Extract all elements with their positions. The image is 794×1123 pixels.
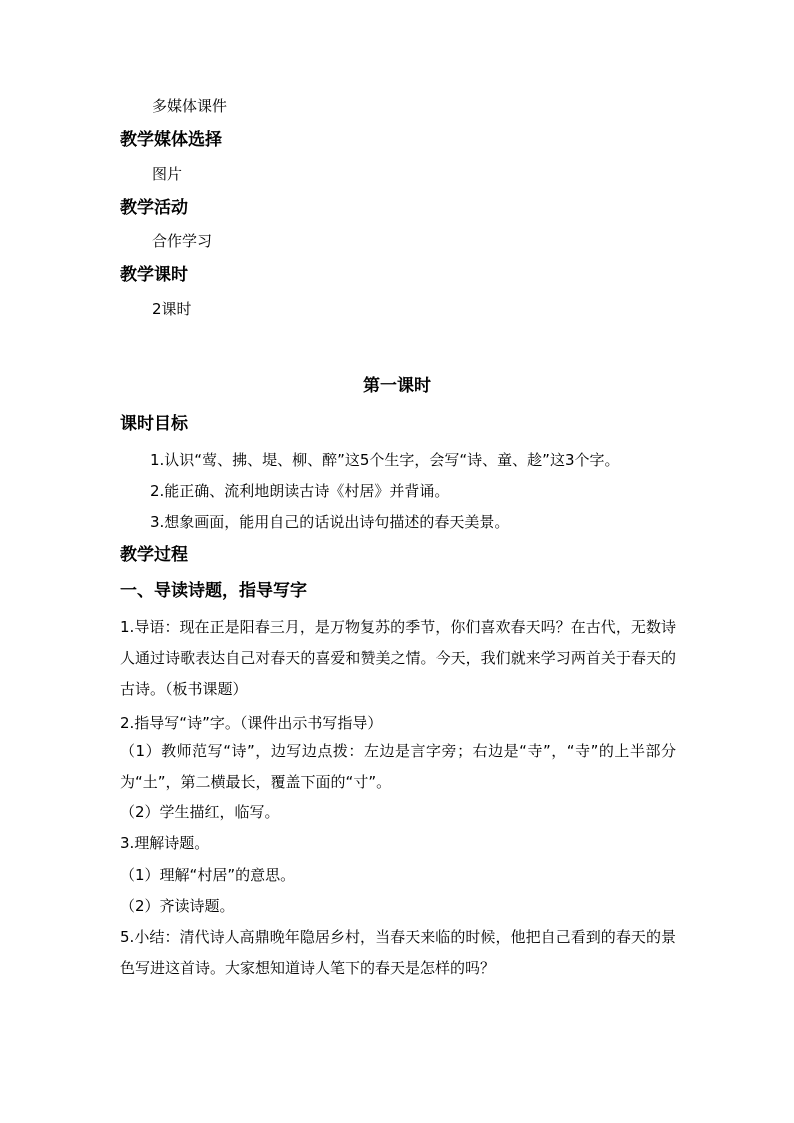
process-heading: 教学过程: [120, 545, 188, 565]
step-item: 3.理解诗题。: [120, 834, 210, 852]
activity-heading: 教学活动: [120, 198, 188, 218]
step-item: 5.小结：清代诗人高鼎晚年隐居乡村，当春天来临的时候，他把自己看到的春天的景色写进这首诗。大家想知道诗人笔下的春天是怎样的吗？: [120, 928, 676, 977]
section-heading: 一、导读诗题，指导写字: [120, 581, 307, 601]
step-item: 2.指导写“诗”字。（课件出示书写指导）: [120, 714, 383, 732]
step-item: （1）理解“村居”的意思。: [120, 866, 296, 884]
step-item: （2）学生描红，临写。: [120, 803, 280, 821]
activity-value: 合作学习: [152, 232, 213, 250]
goal-item: 2.能正确、流利地朗读古诗《村居》并背诵。: [150, 482, 450, 500]
goal-item: 3.想象画面，能用自己的话说出诗句描述的春天美景。: [150, 513, 510, 531]
hours-value: 2课时: [152, 300, 192, 318]
goal-item: 1.认识“莺、拂、堤、柳、醉”这5个生字，会写“诗、童、趁”这3个字。: [150, 451, 620, 469]
goals-heading: 课时目标: [120, 414, 188, 434]
step-item: （2）齐读诗题。: [120, 897, 235, 915]
multimedia-value: 多媒体课件: [152, 97, 228, 115]
lesson-title: 第一课时: [363, 376, 431, 396]
media-value: 图片: [152, 165, 183, 183]
step-item: （1）教师范写“诗”，边写边点拨：左边是言字旁；右边是“寺”，“寺”的上半部分为“土”，第二横最长，覆盖下面的“寸”。: [120, 742, 676, 791]
step-item: 1.导语：现在正是阳春三月，是万物复苏的季节，你们喜欢春天吗？在古代，无数诗人通过诗歌表达自己对春天的喜爱和赞美之情。今天，我们就来学习两首关于春天的古诗。（板书课题）: [120, 618, 676, 698]
hours-heading: 教学课时: [120, 265, 188, 285]
media-heading: 教学媒体选择: [120, 130, 222, 150]
